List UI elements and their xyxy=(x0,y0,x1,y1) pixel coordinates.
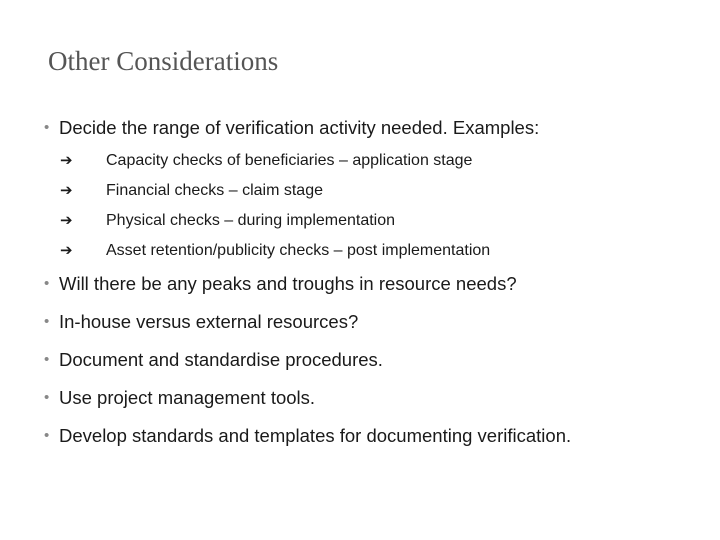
sub-bullet-text: Physical checks – during implementation xyxy=(106,212,396,229)
bullet-item xyxy=(44,115,704,141)
bullet-text: Use project management tools. xyxy=(59,387,316,408)
sub-bullet-item xyxy=(44,176,704,206)
bullet-icon: • xyxy=(44,389,50,406)
sub-bullet-item xyxy=(44,236,704,266)
arrow-bullet-icon: ➔ xyxy=(60,152,73,169)
bullet-icon: • xyxy=(44,427,50,444)
arrow-bullet-icon: ➔ xyxy=(60,182,73,199)
arrow-bullet-icon: ➔ xyxy=(60,212,73,229)
sub-bullet-list xyxy=(44,146,704,266)
sub-bullet-item xyxy=(44,206,704,236)
bullet-text: Document and standardise procedures. xyxy=(59,349,383,370)
slide-title: Other Considerations xyxy=(48,46,279,76)
bullet-icon: • xyxy=(44,313,50,330)
bullet-text: In-house versus external resources? xyxy=(59,311,359,332)
bullet-item xyxy=(44,385,704,411)
bullet-icon: • xyxy=(44,351,50,368)
bullet-text: Decide the range of verification activity needed. Examples: xyxy=(59,117,540,138)
sub-bullet-text: Financial checks – claim stage xyxy=(106,182,323,199)
sub-bullet-item xyxy=(44,146,704,176)
sub-bullet-text: Capacity checks of beneficiaries – application stage xyxy=(106,152,473,169)
bullet-item xyxy=(44,423,704,449)
bullet-icon: • xyxy=(44,275,50,292)
arrow-bullet-icon: ➔ xyxy=(60,242,73,259)
bullet-item xyxy=(44,309,704,335)
bullet-text: Develop standards and templates for documenting verification. xyxy=(59,425,572,446)
bullet-list xyxy=(44,115,704,449)
bullet-item xyxy=(44,347,704,373)
sub-bullet-text: Asset retention/publicity checks – post implementation xyxy=(106,242,491,259)
bullet-text: Will there be any peaks and troughs in resource needs? xyxy=(59,273,517,294)
bullet-item xyxy=(44,271,704,297)
bullet-icon: • xyxy=(44,119,50,136)
